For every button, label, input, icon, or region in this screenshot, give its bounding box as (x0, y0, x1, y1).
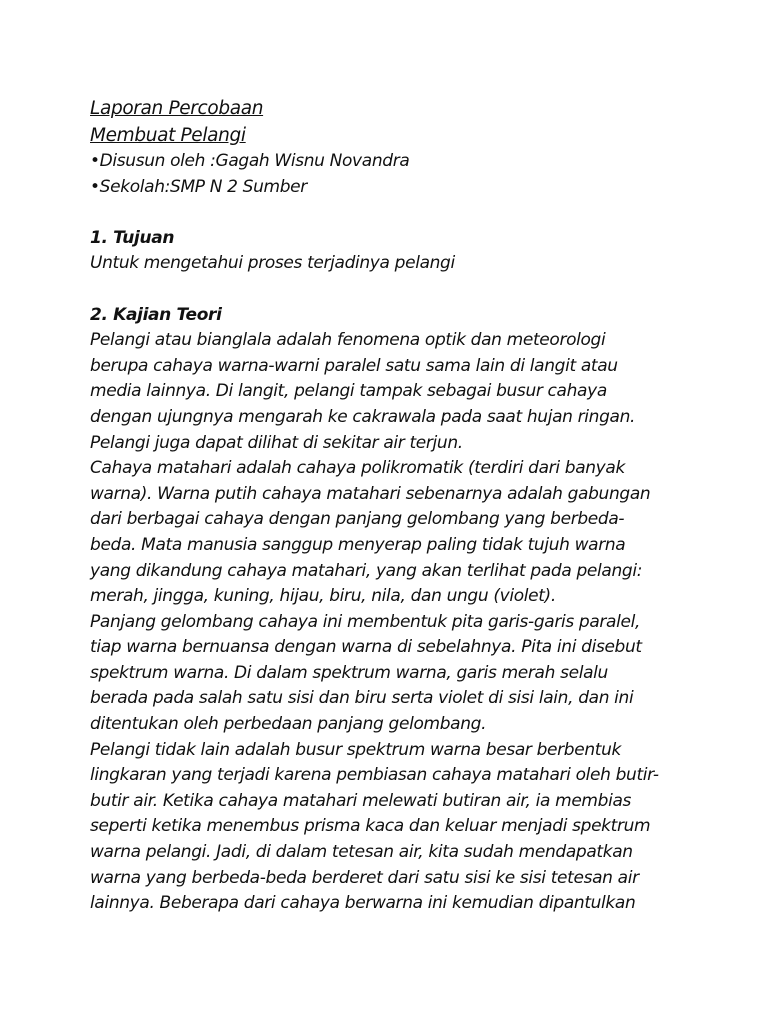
title-line-1: Laporan Percobaan (90, 98, 264, 119)
document-meta (90, 149, 730, 200)
body-line: dengan ujungnya mengarah ke cakrawala pada saat hujan ringan. (90, 406, 636, 427)
body-line: warna yang berbeda-beda berderet dari satu sisi ke sisi tetesan air (90, 867, 639, 888)
spacer (90, 277, 730, 303)
body-line: beda. Mata manusia sanggup menyerap paling tidak tujuh warna (90, 534, 626, 555)
section-heading-kajian-teori: 2. Kajian Teori (90, 304, 222, 325)
body-line: butir air. Ketika cahaya matahari melewati butiran air, ia membias (90, 790, 632, 811)
section-heading-tujuan: 1. Tujuan (90, 227, 175, 248)
body-line: lingkaran yang terjadi karena pembiasan cahaya matahari oleh butir- (90, 765, 659, 786)
body-line: Pelangi juga dapat dilihat di sekitar air terjun. (90, 432, 463, 453)
section-kajian-teori (90, 303, 730, 917)
author-line: •Disusun oleh :Gagah Wisnu Novandra (90, 151, 410, 171)
body-line: Cahaya matahari adalah cahaya polikromatik (terdiri dari banyak (90, 458, 625, 479)
title-line-2: Membuat Pelangi (90, 125, 246, 146)
document-page (90, 95, 730, 917)
body-line: berada pada salah satu sisi dan biru serta violet di sisi lain, dan ini (90, 688, 634, 709)
body-line: Pelangi tidak lain adalah busur spektrum warna besar berbentuk (90, 739, 621, 760)
document-title (90, 95, 730, 149)
body-line: berupa cahaya warna-warni paralel satu sama lain di langit atau (90, 355, 618, 376)
body-line: media lainnya. Di langit, pelangi tampak sebagai busur cahaya (90, 381, 607, 402)
body-line: dari berbagai cahaya dengan panjang gelombang yang berbeda- (90, 509, 625, 530)
body-line: yang dikandung cahaya matahari, yang akan terlihat pada pelangi: (90, 560, 643, 581)
body-line: Pelangi atau bianglala adalah fenomena optik dan meteorologi (90, 330, 606, 351)
section-text-line: Untuk mengetahui proses terjadinya pelangi (90, 253, 455, 274)
body-line: Panjang gelombang cahaya ini membentuk pita garis-garis paralel, (90, 611, 641, 632)
body-line: lainnya. Beberapa dari cahaya berwarna ini kemudian dipantulkan (90, 893, 636, 914)
body-line: seperti ketika menembus prisma kaca dan keluar menjadi spektrum (90, 816, 651, 837)
school-line: •Sekolah:SMP N 2 Sumber (90, 176, 307, 197)
body-line: ditentukan oleh perbedaan panjang gelombang. (90, 714, 487, 735)
body-line: tiap warna bernuansa dengan warna di sebelahnya. Pita ini disebut (90, 637, 642, 658)
body-line: warna pelangi. Jadi, di dalam tetesan air, kita sudah mendapatkan (90, 842, 633, 863)
spacer (90, 200, 730, 226)
body-line: warna). Warna putih cahaya matahari sebenarnya adalah gabungan (90, 483, 651, 504)
section-tujuan (90, 226, 730, 277)
body-line: spektrum warna. Di dalam spektrum warna, garis merah selalu (90, 662, 608, 683)
body-line: merah, jingga, kuning, hijau, biru, nila, dan ungu (violet). (90, 586, 556, 607)
